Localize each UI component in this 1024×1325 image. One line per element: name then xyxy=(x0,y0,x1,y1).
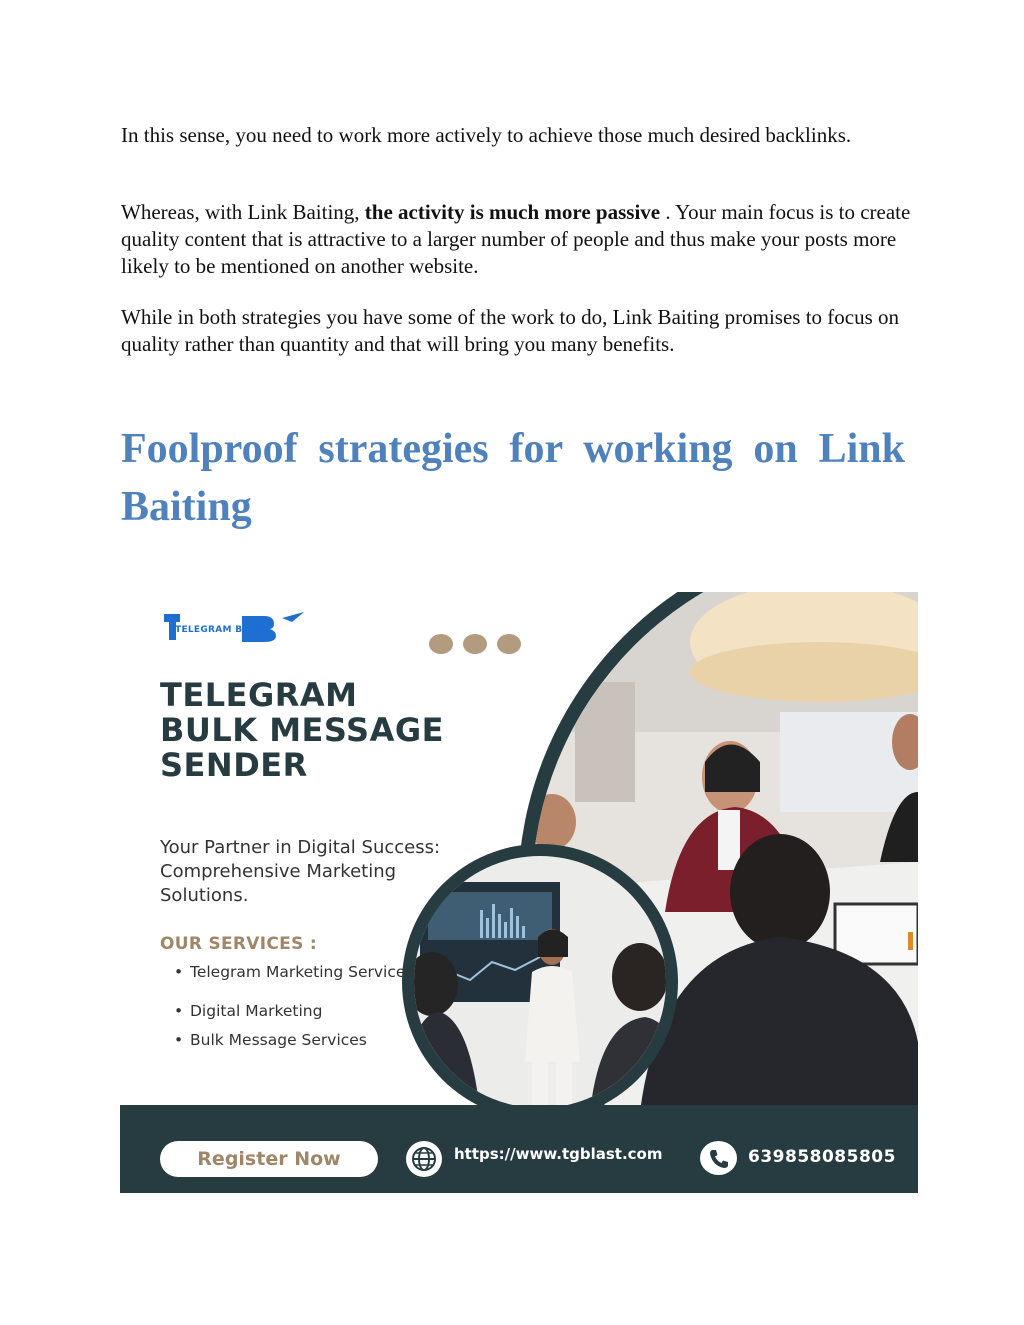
list-item: • Digital Marketing xyxy=(160,1001,450,1021)
website-link[interactable]: https://www.tgblast.com xyxy=(454,1145,663,1163)
section-heading: Foolproof strategies for working on Link Baiting xyxy=(121,426,905,530)
ad-footer xyxy=(120,1105,918,1193)
paragraph-link-baiting xyxy=(121,199,911,280)
bold-phrase: the activity is much more passive xyxy=(364,200,661,224)
ad-title: TELEGRAM BULK MESSAGE SENDER xyxy=(160,676,444,784)
services-title: OUR SERVICES : xyxy=(160,934,317,954)
paragraph-strategies: While in both strategies you have some of the work to do, Link Baiting promises to focus on quality rather than quantity and that will bring you many benefits. xyxy=(121,305,900,356)
phone-number[interactable]: 639858085805 xyxy=(748,1147,896,1167)
telegram-ad-banner xyxy=(120,592,918,1193)
logo-text: TELEGRAM BLAST xyxy=(175,625,269,635)
list-item: • Bulk Message Services xyxy=(160,1030,450,1050)
list-item: • Telegram Marketing Services xyxy=(160,962,450,982)
paragraph-backlinks: In this sense, you need to work more actively to achieve those much desired backlinks. xyxy=(121,123,852,147)
globe-icon xyxy=(406,1141,442,1177)
paragraph-text: Whereas, with Link Baiting, xyxy=(121,200,365,224)
paragraph-text: . Your main focus is to create quality content that is attractive to a larger number of people and thus make your posts more likely to be mentioned on another website. xyxy=(121,200,911,278)
register-now-button[interactable]: Register Now xyxy=(160,1141,378,1177)
phone-icon xyxy=(700,1141,737,1175)
decorative-dots xyxy=(429,634,531,659)
services-list xyxy=(160,962,450,1050)
ad-subtitle: Your Partner in Digital Success: Comprehensive Marketing Solutions. xyxy=(160,837,441,906)
telegram-blast-logo xyxy=(164,612,314,646)
